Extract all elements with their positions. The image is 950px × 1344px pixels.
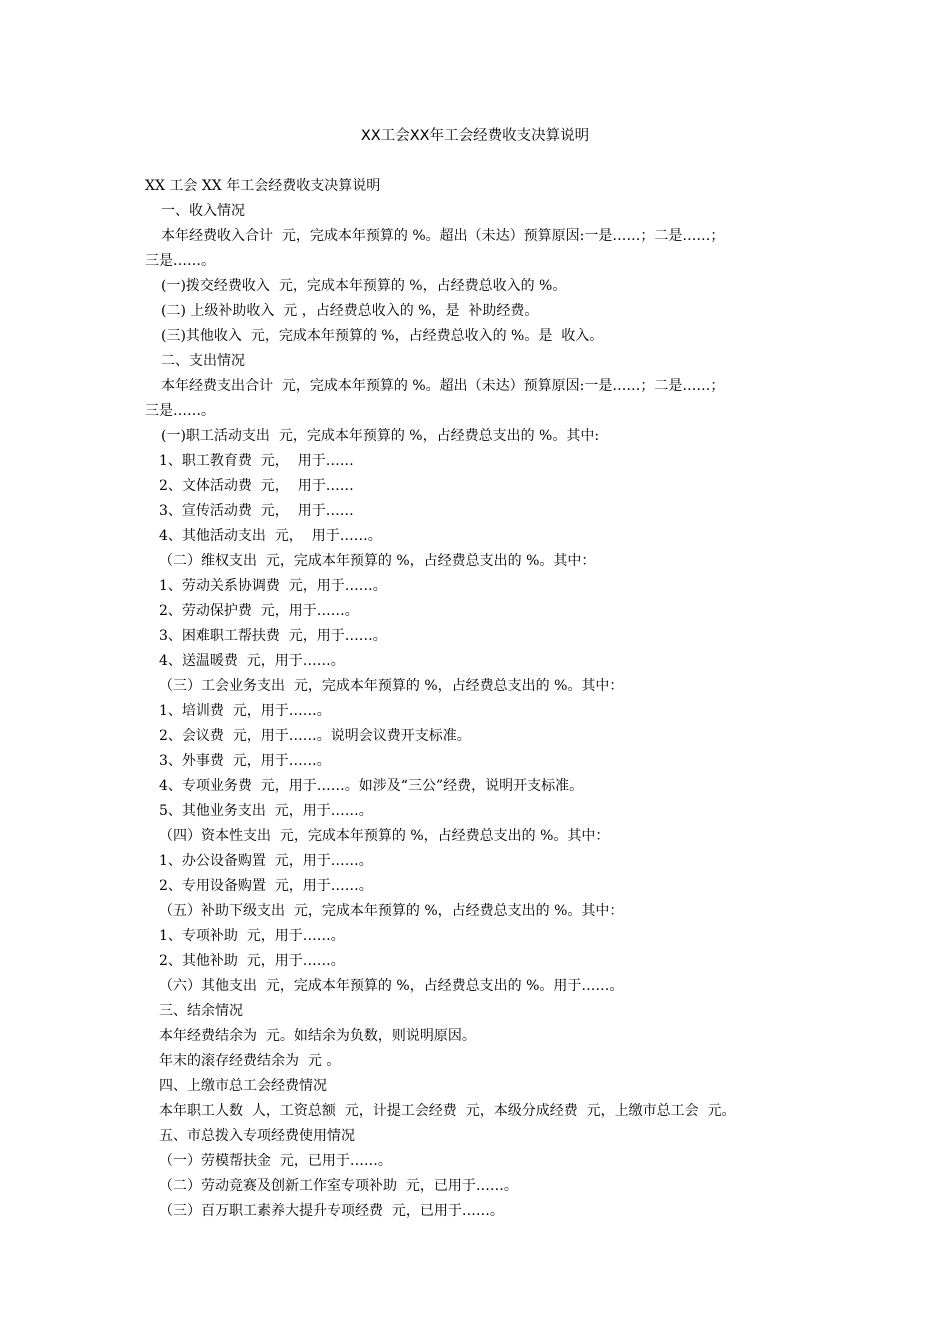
paragraph-line: （四）资本性支出 元，完成本年预算的 %，占经费总支出的 %。其中： <box>159 828 610 844</box>
document-title: XX工会XX年工会经费收支决算说明 <box>360 128 590 144</box>
paragraph-line: 1、专项补助 元，用于……。 <box>159 928 345 944</box>
document-body <box>145 174 805 1224</box>
paragraph-line: (二) 上级补助收入 元 ，占经费总收入的 %，是 补助经费。 <box>161 303 539 319</box>
paragraph-line: 四、上缴市总工会经费情况 <box>159 1078 327 1094</box>
paragraph-line: (三)其他收入 元，完成本年预算的 %，占经费总收入的 %。是 收入。 <box>161 328 604 344</box>
paragraph-line: 3、宣传活动费 元， 用于…… <box>159 503 354 519</box>
paragraph-line: 1、劳动关系协调费 元，用于……。 <box>159 578 387 594</box>
paragraph-line: （二）维权支出 元，完成本年预算的 %，占经费总支出的 %。其中： <box>159 553 596 569</box>
paragraph-line: 4、其他活动支出 元， 用于……。 <box>159 528 382 544</box>
paragraph-line: 2、专用设备购置 元，用于……。 <box>159 878 373 894</box>
paragraph-line: (一)拨交经费收入 元，完成本年预算的 %，占经费总收入的 %。 <box>161 278 567 294</box>
paragraph-line: （五）补助下级支出 元，完成本年预算的 %，占经费总支出的 %。其中： <box>159 903 624 919</box>
paragraph-line: （六）其他支出 元，完成本年预算的 %，占经费总支出的 %。用于……。 <box>159 978 624 994</box>
paragraph-line: 2、会议费 元，用于……。说明会议费开支标准。 <box>159 728 471 744</box>
paragraph-line: 三是……。 <box>145 403 215 419</box>
paragraph-line: 2、其他补助 元，用于……。 <box>159 953 345 969</box>
paragraph-line: （三）百万职工素养大提升专项经费 元，已用于……。 <box>159 1203 504 1219</box>
paragraph-line: (一)职工活动支出 元，完成本年预算的 %，占经费总支出的 %。其中: <box>161 428 600 444</box>
paragraph-line: 三是……。 <box>145 253 215 269</box>
paragraph-line: （二）劳动竞赛及创新工作室专项补助 元，已用于……。 <box>159 1178 518 1194</box>
paragraph-line: 年末的滚存经费结余为 元 。 <box>159 1053 341 1069</box>
paragraph-line: 本年经费收入合计 元，完成本年预算的 %。超出（未达）预算原因:一是……；二是……； <box>161 228 725 244</box>
paragraph-line: 2、劳动保护费 元，用于……。 <box>159 603 359 619</box>
paragraph-line: 一、收入情况 <box>161 203 245 219</box>
paragraph-line: 五、市总拨入专项经费使用情况 <box>159 1128 355 1144</box>
paragraph-line: 本年职工人数 人，工资总额 元，计提工会经费 元，本级分成经费 元，上缴市总工会 元。 <box>159 1103 736 1119</box>
paragraph-line: 4、送温暖费 元，用于……。 <box>159 653 345 669</box>
paragraph-line: 三、结余情况 <box>159 1003 243 1019</box>
paragraph-line: 1、职工教育费 元， 用于…… <box>159 453 354 469</box>
paragraph-line: 4、专项业务费 元，用于……。如涉及“三公”经费，说明开支标准。 <box>159 778 584 794</box>
paragraph-line: 5、其他业务支出 元，用于……。 <box>159 803 373 819</box>
paragraph-line: 本年经费支出合计 元，完成本年预算的 %。超出（未达）预算原因:一是……；二是……； <box>161 378 725 394</box>
paragraph-line: 1、办公设备购置 元，用于……。 <box>159 853 373 869</box>
paragraph-line: 二、支出情况 <box>161 353 245 369</box>
paragraph-line: （一）劳模帮扶金 元，已用于……。 <box>159 1153 392 1169</box>
paragraph-line: 本年经费结余为 元。如结余为负数，则说明原因。 <box>159 1028 476 1044</box>
paragraph-line: 3、困难职工帮扶费 元，用于……。 <box>159 628 387 644</box>
paragraph-line: 3、外事费 元，用于……。 <box>159 753 331 769</box>
paragraph-line: XX 工会 XX 年工会经费收支决算说明 <box>145 178 381 194</box>
paragraph-line: （三）工会业务支出 元，完成本年预算的 %，占经费总支出的 %。其中： <box>159 678 624 694</box>
paragraph-line: 2、文体活动费 元， 用于…… <box>159 478 354 494</box>
paragraph-line: 1、培训费 元，用于……。 <box>159 703 331 719</box>
